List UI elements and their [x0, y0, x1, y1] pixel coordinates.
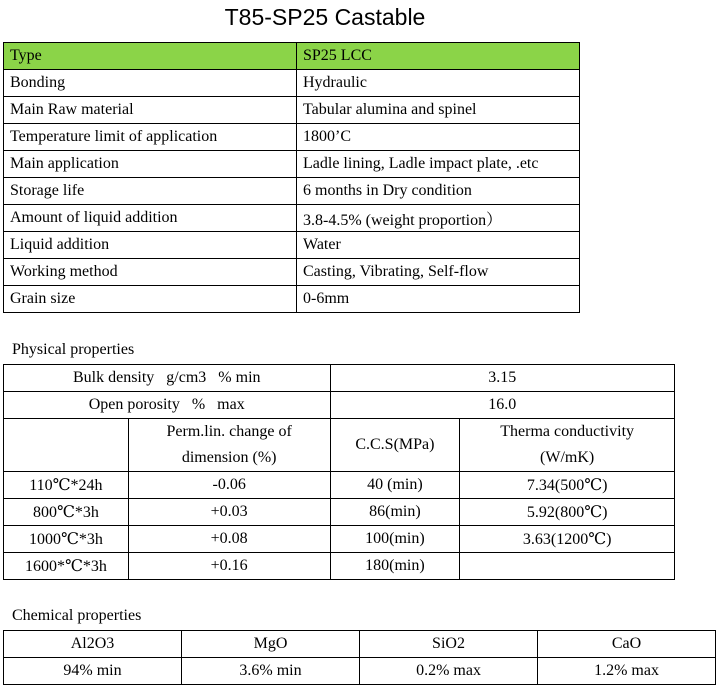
spec-value: Ladle lining, Ladle impact plate, .etc [297, 151, 580, 178]
condition-header [4, 419, 129, 472]
ccs-cell: 100(min) [330, 526, 460, 553]
open-porosity-value: 16.0 [330, 392, 675, 419]
tc-header-line1: Therma conductivity [500, 423, 635, 440]
spec-value: Water [297, 232, 580, 259]
spec-table [3, 42, 580, 313]
tc-cell: 7.34(500℃) [460, 472, 675, 499]
table-row [4, 151, 580, 178]
chem-value-sio2: 0.2% max [360, 658, 538, 685]
plc-header-line2: dimension (%) [181, 449, 277, 466]
spec-label: Temperature limit of application [4, 124, 297, 151]
table-row [4, 365, 675, 392]
tc-cell: 5.92(800℃) [460, 499, 675, 526]
condition-cell: 800℃*3h [4, 499, 129, 526]
chem-header-sio2: SiO2 [360, 631, 538, 658]
spec-label: Amount of liquid addition [4, 205, 297, 232]
table-row [4, 205, 580, 232]
plc-cell: +0.03 [128, 499, 330, 526]
ccs-cell: 180(min) [330, 553, 460, 580]
plc-header [128, 419, 330, 472]
table-row [4, 631, 716, 658]
tc-header [460, 419, 675, 472]
chem-header-cao: CaO [538, 631, 716, 658]
plc-cell: -0.06 [128, 472, 330, 499]
spec-label: Type [4, 43, 297, 70]
spec-label: Grain size [4, 286, 297, 313]
physical-table [3, 364, 675, 580]
table-row [4, 658, 716, 685]
tc-cell [460, 553, 675, 580]
open-porosity-label: Open porosity % max [4, 392, 331, 419]
table-row [4, 43, 580, 70]
spec-value: Tabular alumina and spinel [297, 97, 580, 124]
ccs-cell: 86(min) [330, 499, 460, 526]
spec-value: Hydraulic [297, 70, 580, 97]
table-row [4, 70, 580, 97]
page-title: T85-SP25 Castable [224, 4, 426, 30]
condition-cell: 110℃*24h [4, 472, 129, 499]
chem-value-cao: 1.2% max [538, 658, 716, 685]
ccs-cell: 40 (min) [330, 472, 460, 499]
chemical-section-title: Chemical properties [12, 607, 142, 624]
chem-value-mgo: 3.6% min [182, 658, 360, 685]
bulk-density-value: 3.15 [330, 365, 675, 392]
physical-section-title: Physical properties [12, 341, 135, 358]
table-row [4, 499, 675, 526]
bulk-density-label: Bulk density g/cm3 % min [4, 365, 331, 392]
table-row [4, 124, 580, 151]
tc-header-line2: (W/mK) [540, 449, 595, 466]
spec-label: Working method [4, 259, 297, 286]
spec-value: 0-6mm [297, 286, 580, 313]
condition-cell: 1600*℃*3h [4, 553, 129, 580]
table-row [4, 526, 675, 553]
chem-value-al2o3: 94% min [4, 658, 182, 685]
spec-label: Main Raw material [4, 97, 297, 124]
plc-header-line1: Perm.lin. change of [166, 423, 292, 440]
table-row [4, 419, 675, 472]
plc-cell: +0.08 [128, 526, 330, 553]
tc-cell: 3.63(1200℃) [460, 526, 675, 553]
table-row [4, 286, 580, 313]
spec-value: SP25 LCC [297, 43, 580, 70]
spec-value: 1800’C [297, 124, 580, 151]
spec-value: 6 months in Dry condition [297, 178, 580, 205]
spec-label: Bonding [4, 70, 297, 97]
table-row [4, 392, 675, 419]
ccs-header: C.C.S(MPa) [330, 419, 460, 472]
chemical-table [3, 630, 716, 685]
plc-cell: +0.16 [128, 553, 330, 580]
condition-cell: 1000℃*3h [4, 526, 129, 553]
spec-label: Storage life [4, 178, 297, 205]
table-row [4, 178, 580, 205]
spec-label: Main application [4, 151, 297, 178]
chem-header-mgo: MgO [182, 631, 360, 658]
spec-value: 3.8-4.5% (weight proportion） [297, 205, 580, 232]
table-row [4, 97, 580, 124]
table-row [4, 472, 675, 499]
table-row [4, 259, 580, 286]
chem-header-al2o3: Al2O3 [4, 631, 182, 658]
spec-label: Liquid addition [4, 232, 297, 259]
table-row [4, 232, 580, 259]
table-row [4, 553, 675, 580]
spec-value: Casting, Vibrating, Self-flow [297, 259, 580, 286]
